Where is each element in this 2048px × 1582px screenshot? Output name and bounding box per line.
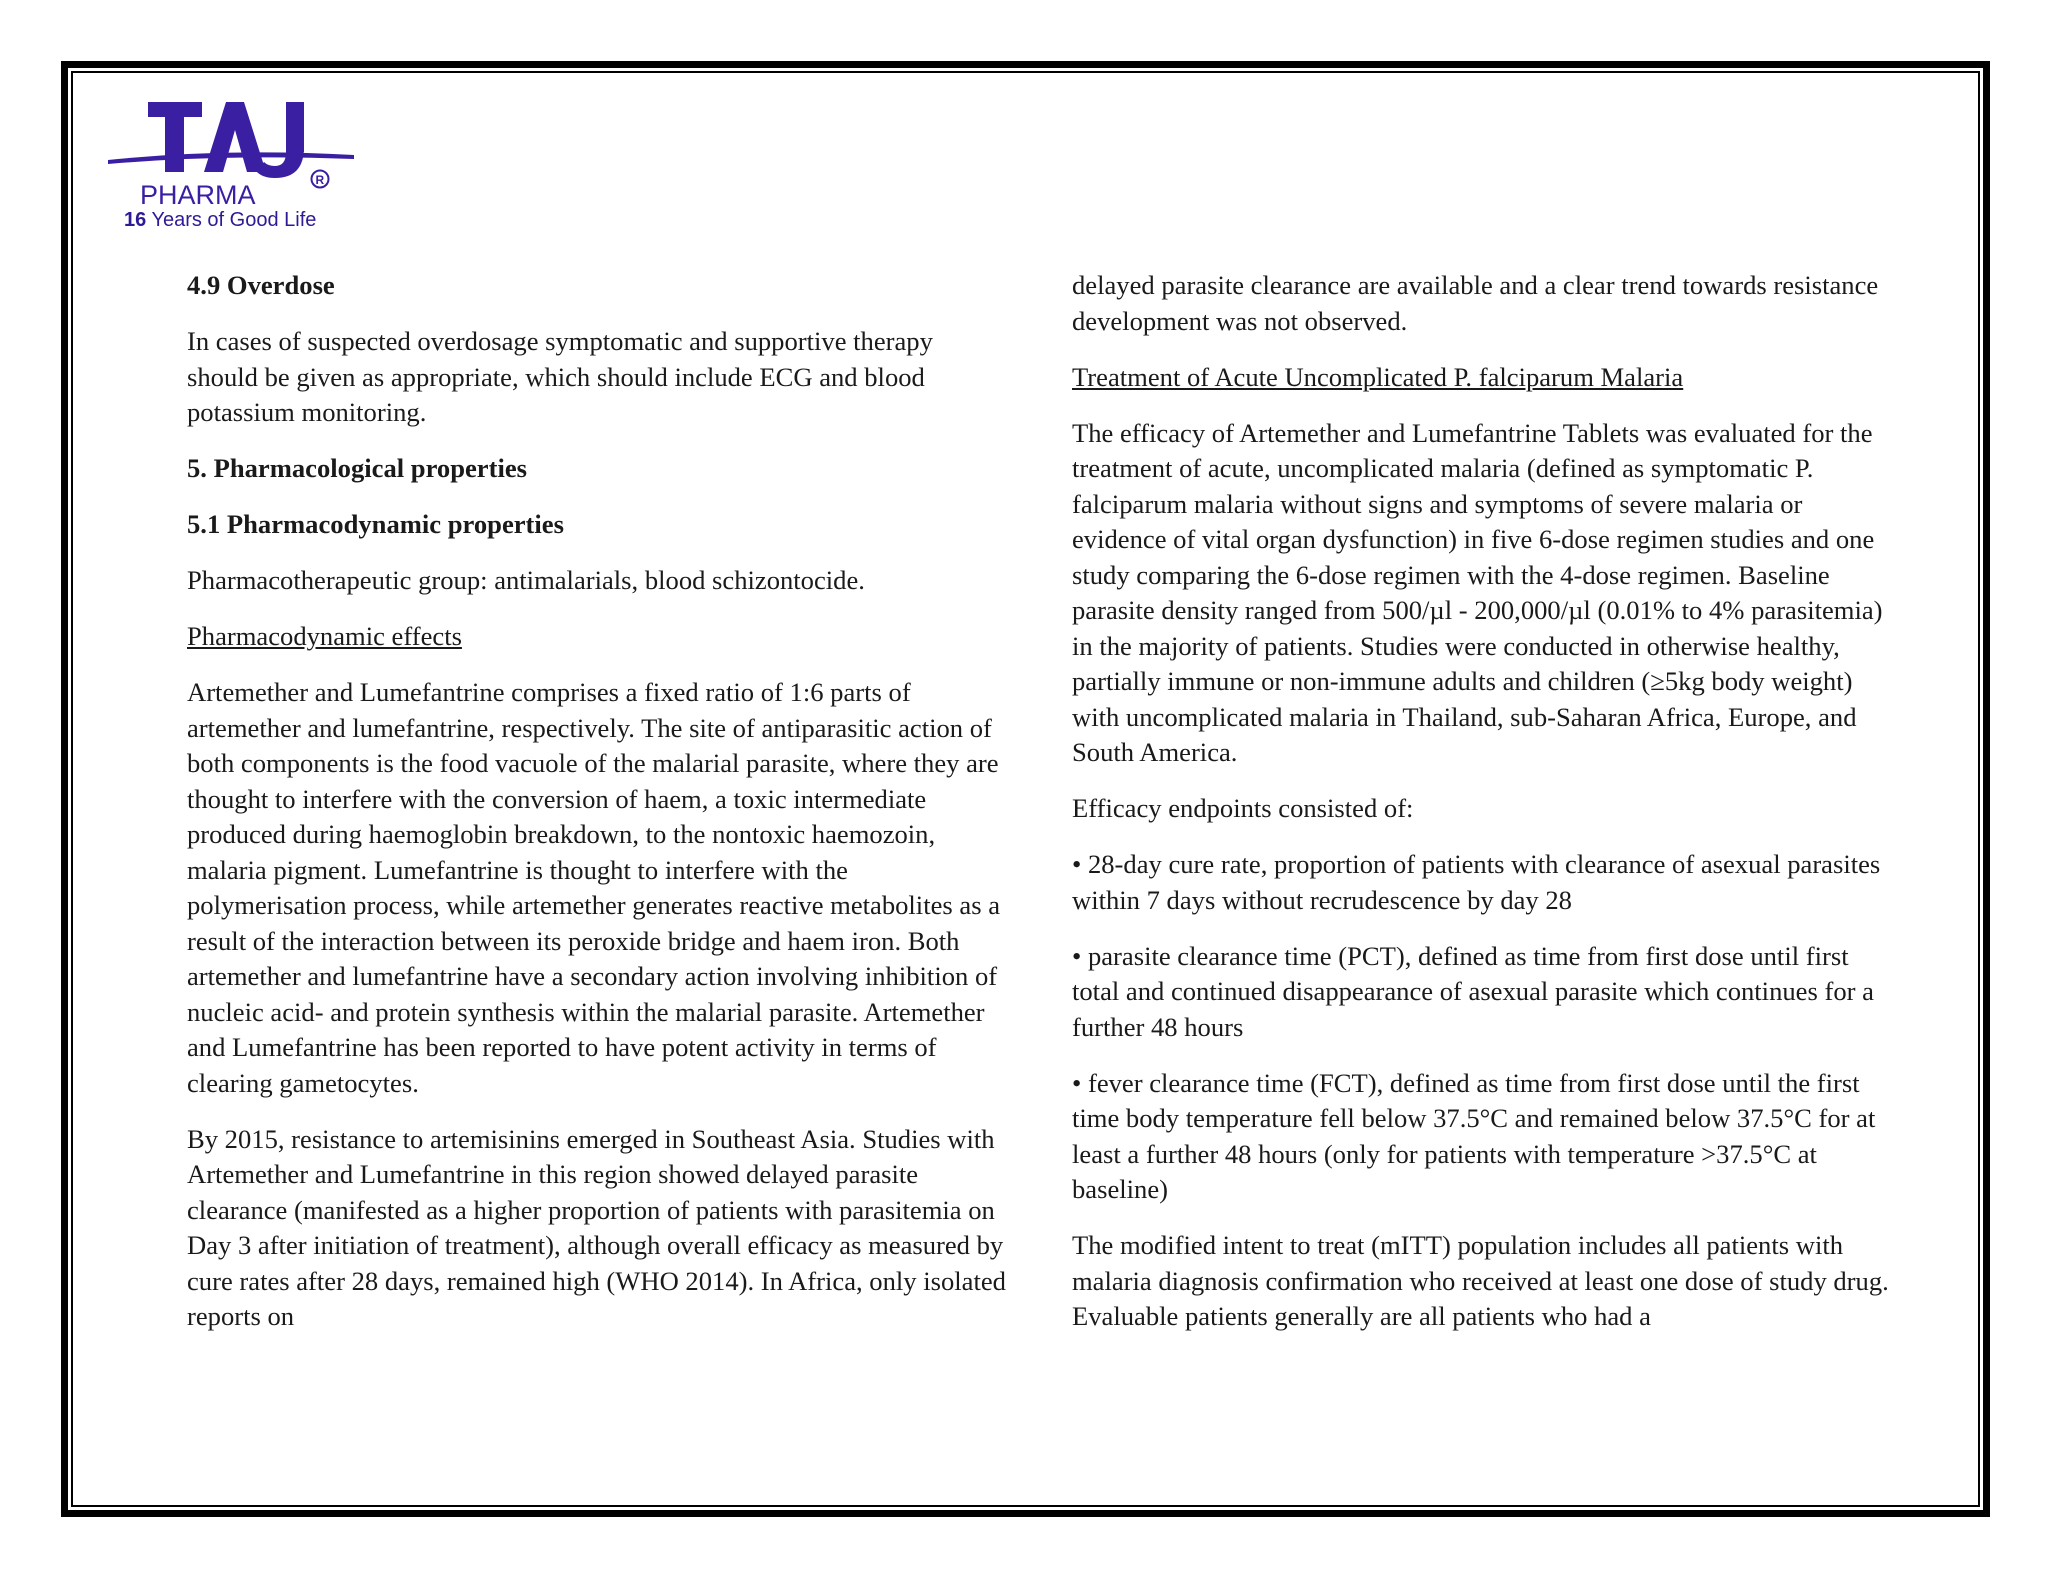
logo-tagline-text: Years of Good Life [151, 209, 317, 231]
paragraph-resistance: By 2015, resistance to artemisinins emerged in Southeast Asia. Studies with Artemether and Lumefantrine in this region showed delayed parasite clearance (manifested as a higher proportion of patients with parasitemia on Day 3 after initiation of treatment), although overall efficacy as measured by cure rates after 28 days, remained high (WHO 2014). In Africa, only isolated reports on [187, 1123, 1006, 1331]
logo-tagline [124, 209, 316, 232]
subheading-pharmacodynamic-effects: Pharmacodynamic effects [187, 621, 462, 651]
section-heading-overdose: 4.9 Overdose [187, 270, 335, 300]
right-text-column [1072, 268, 1892, 1355]
left-text-column [187, 268, 1007, 1355]
logo-pharma-text: PHARMA [140, 180, 256, 210]
section-heading-pharmacological-properties: 5. Pharmacological properties [187, 453, 527, 483]
bullet-parasite-clearance-time: • parasite clearance time (PCT), defined as time from first dose until first total and continued disappearance of asexual parasite which continues for a further 48 hours [1072, 940, 1874, 1042]
paragraph-pharmacotherapeutic-group: Pharmacotherapeutic group: antimalarials, blood schizontocide. [187, 565, 865, 595]
paragraph-resistance-continued: delayed parasite clearance are available and a clear trend towards resistance development was not observed. [1072, 270, 1879, 336]
bullet-fever-clearance-time: • fever clearance time (FCT), defined as time from first dose until the first time body temperature fell below 37.5°C and remained below 37.5°C for at least a further 48 hours (only for patients with temperature >37.5°C at baseline) [1072, 1067, 1876, 1204]
paragraph-efficacy-endpoints: Efficacy endpoints consisted of: [1072, 793, 1414, 823]
logo-registered-mark: R [315, 173, 325, 187]
bullet-cure-rate: • 28-day cure rate, proportion of patients with clearance of asexual parasites within 7 days without recrudescence by day 28 [1072, 849, 1881, 915]
paragraph-mitt-population: The modified intent to treat (mITT) population includes all patients with malaria diagnosis confirmation who received at least one dose of study drug. Evaluable patients generally are all patients who had a [1072, 1230, 1889, 1331]
subheading-acute-malaria-treatment: Treatment of Acute Uncomplicated P. falciparum Malaria [1072, 361, 1684, 392]
paragraph-mechanism-of-action: Artemether and Lumefantrine comprises a fixed ratio of 1:6 parts of artemether and lumefantrine, respectively. The site of antiparasitic action of both components is the food vacuole of the malarial parasite, where they are thought to interfere with the conversion of haem, a toxic intermediate produced during haemoglobin breakdown, to the nontoxic haemozoin, malaria pigment. Lumefantrine is thought to interfere with the polymerisation process, while artemether generates reactive metabolites as a result of the interaction between its peroxide bridge and haem iron. Both artemether and lumefantrine have a secondary action involving inhibition of nucleic acid- and protein synthesis within the malarial parasite. Artemether and Lumefantrine has been reported to have potent activity in terms of clearing gametocytes. [187, 677, 1000, 1098]
section-heading-pharmacodynamic-properties: 5.1 Pharmacodynamic properties [187, 509, 564, 539]
taj-pharma-logo [104, 92, 364, 242]
paragraph-overdose: In cases of suspected overdosage symptomatic and supportive therapy should be given as appropriate, which should include ECG and blood potassium monitoring. [187, 326, 933, 427]
logo-tagline-number: 16 [124, 209, 147, 231]
paragraph-efficacy-studies: The efficacy of Artemether and Lumefantrine Tablets was evaluated for the treatment of acute, uncomplicated malaria (defined as symptomatic P. falciparum malaria without signs and symptoms of severe malaria or evidence of vital organ dysfunction) in five 6-dose regimen studies and one study comparing the 6-dose regimen with the 4-dose regimen. Baseline parasite density ranged from 500/µl - 200,000/µl (0.01% to 4% parasitemia) in the majority of patients. Studies were conducted in otherwise healthy, partially immune or non-immune adults and children (≥5kg body weight) with uncomplicated malaria in Thailand, sub-Saharan Africa, Europe, and South America. [1072, 417, 1883, 767]
taj-logo-mark [104, 92, 364, 217]
